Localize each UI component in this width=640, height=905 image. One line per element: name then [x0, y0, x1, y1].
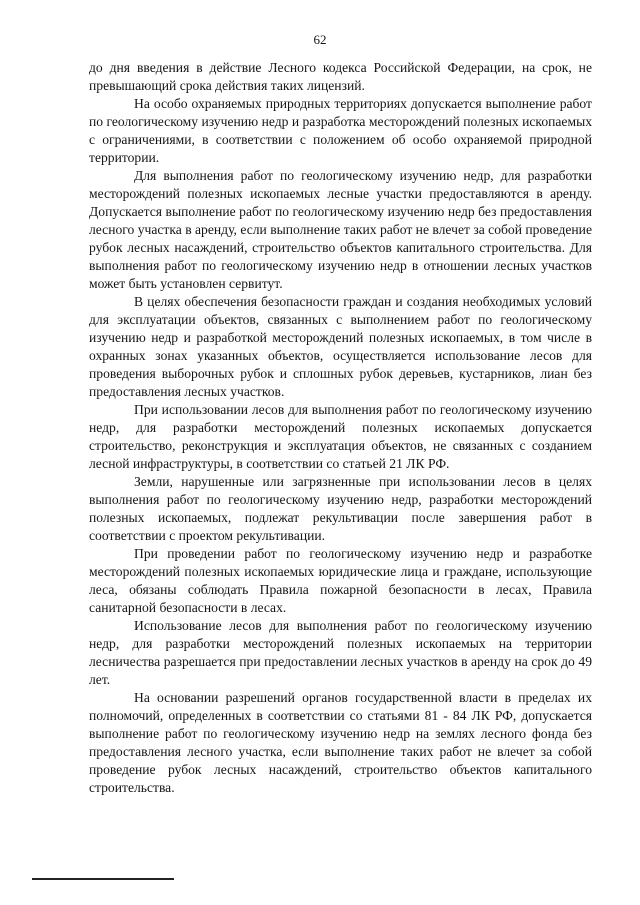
- paragraph-continued: до дня введения в действие Лесного кодекса Российской Федерации, на срок, не превышающий срока действия таких лицензий.: [89, 60, 592, 93]
- body-text: [89, 59, 592, 797]
- paragraph-state-permits: На основании разрешений органов государственной власти в пределах их полномочий, определенных в соответствии со статьями 81 - 84 ЛК РФ, допускается выполнение работ по геологическому изучению недр на землях лесного фонда без предоставления лесного участка, если выполнение таких работ не влечет за собой проведение рубок лесных насаждений, строительство объектов капитального строительства.: [89, 690, 592, 795]
- paragraph-safety-logging: В целях обеспечения безопасности граждан и создания необходимых условий для эксплуатации объектов, связанных с выполнением работ по геологическому изучению недр и разработкой месторождений полезных ископаемых, в том числе в охранных зонах указанных объектов, осуществляется использование лесов для проведения выборочных рубок и сплошных рубок деревьев, кустарников, лиан без предоставления лесных участков.: [89, 294, 592, 399]
- paragraph-protected-territories: На особо охраняемых природных территориях допускается выполнение работ по геологическому изучению недр и разработка месторождений полезных ископаемых с ограничениями, в соответствии с положением об особо охраняемой природной территории.: [89, 96, 592, 165]
- paragraph-construction: При использовании лесов для выполнения работ по геологическому изучению недр, для разработки месторождений полезных ископаемых допускается строительство, реконструкция и эксплуатация объектов, не связанных с созданием лесной инфраструктуры, в соответствии со статьей 21 ЛК РФ.: [89, 402, 592, 471]
- page-number: 62: [313, 32, 327, 47]
- paragraph-recultivation: Земли, нарушенные или загрязненные при использовании лесов в целях выполнения работ по геологическому изучению недр, разработки месторождений полезных ископаемых, подлежат рекультивации после завершения работ в соответствии с проектом рекультивации.: [89, 474, 592, 543]
- footnote-divider: [32, 878, 174, 880]
- paragraph-fire-safety: При проведении работ по геологическому изучению недр и разработке месторождений полезных ископаемых юридические лица и граждане, использующие леса, обязаны соблюдать Правила пожарной безопасности в лесах, Правила санитарной безопасности в лесах.: [89, 546, 592, 615]
- paragraph-lease-and-servitude: Для выполнения работ по геологическому изучению недр, для разработки месторождений полезных ископаемых лесные участки предоставляются в аренду. Допускается выполнение работ по геологическому изучению недр без предоставления лесного участка в аренду, если выполнение таких работ не влечет за собой проведение рубок лесных насаждений, строительство объектов капитального строительства. Для выполнения работ по геологическому изучению недр в отношении лесных участков может быть установлен сервитут.: [89, 168, 592, 291]
- paragraph-lease-term: Использование лесов для выполнения работ по геологическому изучению недр, для разработки месторождений полезных ископаемых на территории лесничества разрешается при предоставлении лесных участков в аренду на срок до 49 лет.: [89, 618, 592, 687]
